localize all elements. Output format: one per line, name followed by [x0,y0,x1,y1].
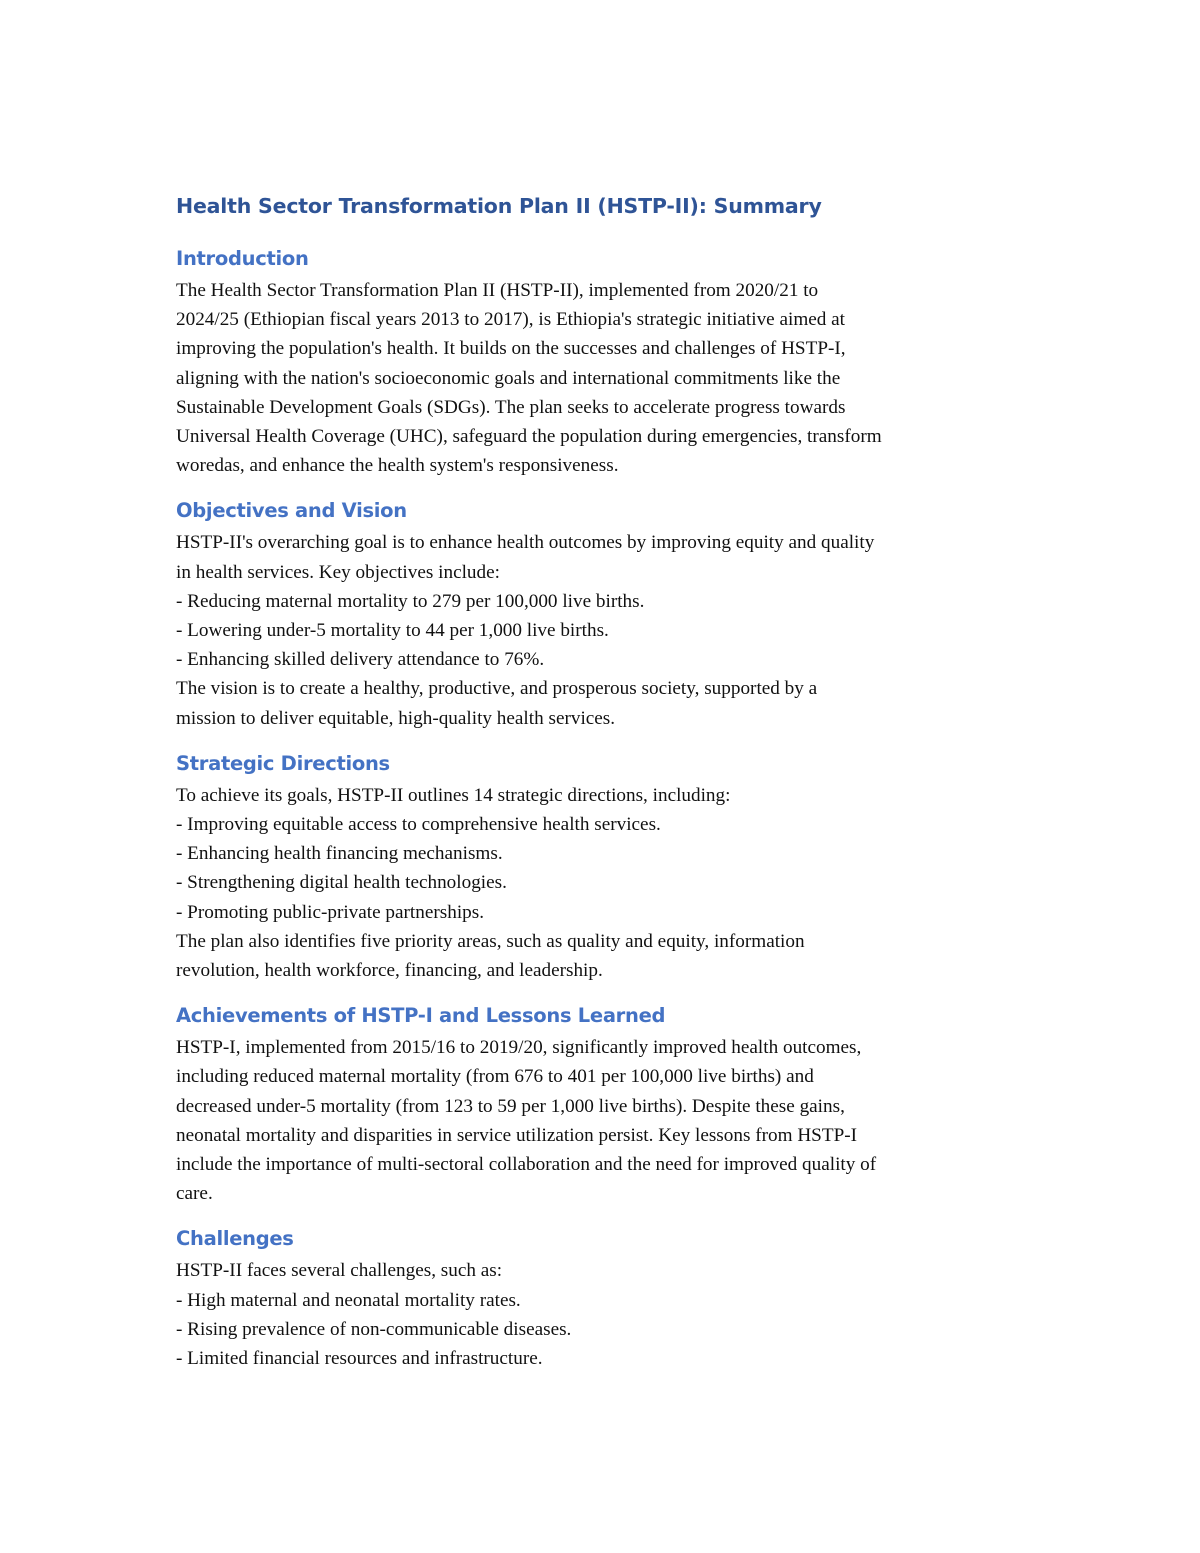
text-line: care. [176,1183,213,1205]
text-line: improving the population's health. It builds on the successes and challenges of HSTP-I, [176,338,846,360]
text-line: woredas, and enhance the health system's responsiveness. [176,455,619,477]
section-introduction [176,244,1036,480]
bullet-line: - Enhancing health financing mechanisms. [176,843,503,865]
section-heading: Challenges [176,1227,294,1251]
section-paragraph [176,276,1036,480]
text-line: The Health Sector Transformation Plan II (HSTP-II), implemented from 2020/21 to [176,280,819,301]
section-achievements-of-hstp-i-and-lessons-learned [176,1001,1036,1208]
section-paragraph [176,1256,1036,1373]
text-line: neonatal mortality and disparities in service utilization persist. Key lessons from HSTP-I [176,1124,858,1146]
bullet-line: - Improving equitable access to comprehensive health services. [176,814,661,836]
text-line: The vision is to create a healthy, productive, and prosperous society, supported by a [176,678,818,700]
text-line: HSTP-II's overarching goal is to enhance health outcomes by improving equity and quality [176,532,875,554]
text-line: HSTP-I, implemented from 2015/16 to 2019/20, significantly improved health outcomes, [176,1037,862,1059]
text-line: mission to deliver equitable, high-quality health services. [176,707,616,729]
section-objectives-and-vision [176,496,1036,732]
bullet-line: - High maternal and neonatal mortality rates. [176,1289,521,1311]
section-paragraph [176,1033,1036,1208]
bullet-line: - Strengthening digital health technologies. [176,872,507,894]
section-heading: Objectives and Vision [176,499,407,523]
text-line: decreased under-5 mortality (from 123 to 59 per 1,000 live births). Despite these gains, [176,1095,845,1117]
section-heading: Strategic Directions [176,751,390,775]
document-title: Health Sector Transformation Plan II (HSTP-II): Summary [176,194,822,218]
section-challenges [176,1224,1036,1373]
section-heading: Introduction [176,247,309,270]
text-line: To achieve its goals, HSTP-II outlines 14 strategic directions, including: [176,784,731,806]
text-line: HSTP-II faces several challenges, such as: [176,1260,503,1282]
section-paragraph [176,528,1036,732]
section-heading: Achievements of HSTP-I and Lessons Learned [176,1004,666,1028]
text-line: Sustainable Development Goals (SDGs). The plan seeks to accelerate progress towards [176,396,846,418]
bullet-line: - Limited financial resources and infrastructure. [176,1348,543,1370]
section-strategic-directions [176,749,1036,985]
document-page [176,190,1036,1389]
bullet-line: - Reducing maternal mortality to 279 per 100,000 live births. [176,590,645,612]
document-body [176,244,1036,1373]
text-line: Universal Health Coverage (UHC), safeguard the population during emergencies, transform [176,426,882,448]
text-line: in health services. Key objectives include: [176,561,500,583]
bullet-line: - Lowering under-5 mortality to 44 per 1,000 live births. [176,620,609,642]
text-line: The plan also identifies five priority areas, such as quality and equity, information [176,930,805,952]
text-line: including reduced maternal mortality (from 676 to 401 per 100,000 live births) and [176,1066,814,1088]
text-line: 2024/25 (Ethiopian fiscal years 2013 to 2017), is Ethiopia's strategic initiative aimed at [176,309,846,331]
bullet-line: - Enhancing skilled delivery attendance to 76%. [176,649,545,671]
bullet-line: - Rising prevalence of non-communicable diseases. [176,1318,572,1340]
text-line: revolution, health workforce, financing, and leadership. [176,960,603,982]
text-line: include the importance of multi-sectoral collaboration and the need for improved quality of [176,1154,877,1176]
text-line: aligning with the nation's socioeconomic goals and international commitments like the [176,367,841,389]
bullet-line: - Promoting public-private partnerships. [176,901,485,923]
section-paragraph [176,781,1036,985]
